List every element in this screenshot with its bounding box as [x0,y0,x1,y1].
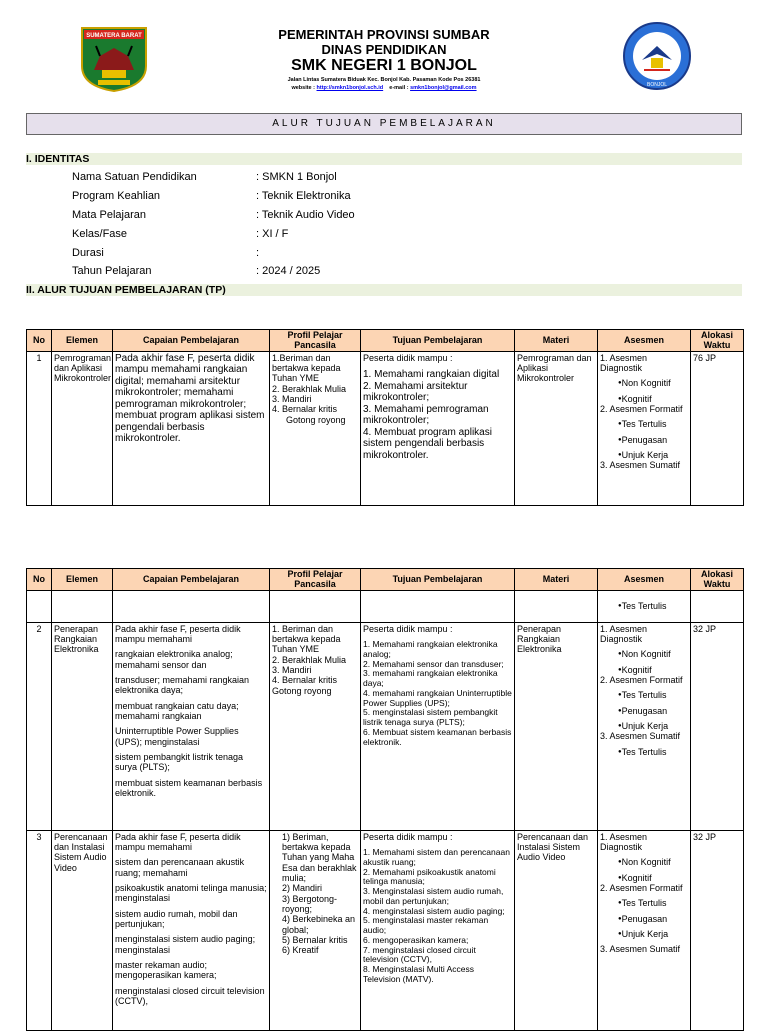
cp-line: menginstalasi sistem audio paging; menginstalasi [115,934,256,955]
profil-item: 3) Bergotong-royong; [282,893,338,915]
svg-text:SUMATERA BARAT: SUMATERA BARAT [86,33,142,39]
tp-item: 3. memahami rangkaian elektronika daya; [363,668,498,689]
asesmen-item: ● Tes Tertulis [600,747,688,757]
profil-item: 6) Kreatif [282,945,319,956]
row-elemen: Penerapan Rangkaian Elektronika [52,622,113,830]
row-materi: Pemrograman dan Aplikasi Mikrokontroler [515,351,598,505]
table-header-row [27,330,744,352]
profil-item: 2) Mandiri [282,883,323,894]
row-tujuan [361,830,515,1030]
profil-item: 1. Beriman dan bertakwa kepada Tuhan YME [272,623,341,655]
row-profil [270,830,361,1030]
profil-item: 5) Bernalar kritis [282,935,348,946]
header-school-name: SMK NEGERI 1 BONJOL [291,57,477,74]
email-label: e-mail : [389,85,409,91]
row-elemen: Perencanaan dan Instalasi Sistem Audio Video [52,830,113,1030]
row-materi: Perencanaan dan Instalasi Sistem Audio Video [515,830,598,1030]
col-tujuan: Tujuan Pembelajaran [361,330,515,352]
tp-item: 2. Memahami psikoakustik anatomi telinga manusia; [363,866,496,887]
asesmen-item: 3. Asesmen Sumatif [600,944,681,955]
cp-line: membuat rangkaian catu daya; memahami rangkaian [115,700,239,722]
identity-label-school: Nama Satuan Pendidikan [72,171,197,183]
identity-value-subject: : Teknik Audio Video [256,209,355,221]
col-tujuan: Tujuan Pembelajaran [361,569,515,591]
row-asesmen [598,622,691,830]
cp-line: menginstalasi closed circuit television (CCTV), [115,985,265,1007]
asesmen-item: ● Non Kognitif [600,649,688,659]
tp-intro: Peserta didik mampu : [363,623,453,634]
tp-item: 4. menginstalasi sistem audio paging; [363,905,505,916]
tp-item: 1. Memahami rangkaian elektronika analog; [363,639,498,659]
asesmen-item: 2. Asesmen Formatif [600,675,683,686]
asesmen-item: 3. Asesmen Sumatif [600,731,681,742]
table-row [27,830,744,1030]
table-row [27,351,744,505]
row-asesmen [598,830,691,1030]
cp-line: Uninterruptible Power Supplies (UPS); menginstalasi [115,726,239,747]
asesmen-item: ● Unjuk Kerja [600,450,688,460]
row-capaian [113,830,270,1030]
tp-item: 5. menginstalasi sistem pembangkit listrik tenaga surya (PLTS); [363,707,498,728]
col-elemen: Elemen [52,330,113,352]
website-link[interactable]: http://smkn1bonjol.sch.id [316,85,384,91]
email-link[interactable]: smkn1bonjol@gmail.com [410,85,477,91]
document-title: ALUR TUJUAN PEMBELAJARAN [26,113,742,135]
provinsi-sumbar-logo [80,26,148,92]
profil-item: 3. Mandiri [272,394,312,405]
profil-item: 1) Beriman, bertakwa kepada Tuhan yang Maha Esa dan berakhlak mulia; [282,831,357,884]
identity-label-subject: Mata Pelajaran [72,209,146,221]
tp-table-1 [26,329,744,506]
profil-item: Gotong royong [272,685,332,696]
col-profil: Profil Pelajar Pancasila [270,330,361,352]
tp-item: 8. Menginstalasi Multi Access Television (MATV). [363,964,475,984]
asesmen-item: 1. Asesmen Diagnostik [600,831,648,853]
tp-item: 4. Membuat program aplikasi sistem pengendali berbasis mikrokontroler. [363,426,492,461]
row-capaian: Pada akhir fase F, peserta didik mampu memahami rangkaian digital; memahami arsitektur mikrokontroler; memahami pemrograman mikrokontroler; membuat program aplikasi sistem pengendali berbasis mikrokontroler. [113,351,270,505]
row-capaian [113,622,270,830]
asesmen-item: ● Non Kognitif [600,378,688,388]
asesmen-item: ● Tes Tertulis [600,601,688,611]
header-address: Jalan Lintas Sumatera Biduak Kec. Bonjol Kab. Pasaman Kode Pos 26381 [287,77,481,83]
asesmen-item: 2. Asesmen Formatif [600,404,683,415]
col-alokasi: Alokasi Waktu [691,330,744,352]
col-no: No [27,569,52,591]
identity-value-class: : XI / F [256,228,289,240]
col-capaian: Capaian Pembelajaran [113,569,270,591]
asesmen-item: ● Unjuk Kerja [600,721,688,731]
identity-value-year: : 2024 / 2025 [256,265,321,277]
profil-item: 3. Mandiri [272,665,312,676]
identity-value-duration: : [256,247,260,259]
row-profil [270,351,361,505]
tp-item: 2. Memahami arsitektur mikrokontroler; [363,380,468,404]
col-materi: Materi [515,569,598,591]
row-alokasi: 32 JP [691,622,744,830]
tp-intro: Peserta didik mampu : [363,831,453,842]
table-row-continued [27,590,744,622]
section-alur-tp: II. ALUR TUJUAN PEMBELAJARAN (TP) [26,284,742,296]
table-row [27,622,744,830]
asesmen-item: ● Unjuk Kerja [600,929,688,939]
cp-line: psikoakustik anatomi telinga manusia; menginstalasi [115,883,267,904]
tp-intro: Peserta didik mampu : [363,352,453,363]
row-tujuan [361,622,515,830]
tp-item: 6. mengoperasikan kamera; [363,934,469,945]
asesmen-item: ● Penugasan [600,706,688,716]
header-line2: DINAS PENDIDIKAN [321,42,447,57]
cp-line: Pada akhir fase F, peserta didik mampu memahami [115,623,241,645]
tp-item: 2. Memahami sensor dan transduser; [363,658,504,669]
row-no: 3 [27,830,52,1030]
asesmen-item: 1. Asesmen Diagnostik [600,623,648,645]
row-materi: Penerapan Rangkaian Elektronika [515,622,598,830]
identity-value-program: : Teknik Elektronika [256,190,351,202]
profil-item: 4. Bernalar kritis [272,404,338,415]
asesmen-item: ● Penugasan [600,435,688,445]
identity-label-program: Program Keahlian [72,190,161,202]
identity-label-class: Kelas/Fase [72,228,128,240]
cp-line: sistem dan perencanaan akustik ruang; memahami [115,857,245,878]
asesmen-item: 3. Asesmen Sumatif [600,460,681,471]
asesmen-item: ● Kognitif [600,873,688,883]
identity-label-year: Tahun Pelajaran [72,265,152,277]
asesmen-item: 2. Asesmen Formatif [600,883,683,894]
section-identitas: I. IDENTITAS [26,153,742,165]
cp-line: sistem pembangkit listrik tenaga surya (PLTS); [115,752,244,773]
profil-item: 4. Bernalar kritis [272,675,338,686]
row-alokasi: 76 JP [691,351,744,505]
tp-item: 3. Memahami pemrograman mikrokontroler; [363,403,489,427]
tp-item: 5. menginstalasi master rekaman audio; [363,915,489,936]
profil-item: 4) Berkebineka an global; [282,914,356,935]
row-no: 2 [27,622,52,830]
row-asesmen [598,351,691,505]
asesmen-item: ● Penugasan [600,914,688,924]
row-elemen: Pemrograman dan Aplikasi Mikrokontroler [52,351,113,505]
cp-line: sistem audio rumah, mobil dan pertunjukan; [115,908,238,930]
col-asesmen: Asesmen [598,330,691,352]
school-emblem-logo [622,20,692,92]
cp-line: master rekaman audio; mengoperasikan kamera; [115,960,217,981]
asesmen-item: ● Kognitif [600,394,688,404]
profil-item: Gotong royong [286,414,346,425]
row-alokasi: 32 JP [691,830,744,1030]
asesmen-item: ● Kognitif [600,665,688,675]
profil-item: 1.Beriman dan bertakwa kepada Tuhan YME [272,352,341,384]
tp-item: 4. memahami rangkaian Uninterruptible Power Supplies (UPS); [363,687,512,708]
header-line1: PEMERINTAH PROVINSI SUMBAR [278,27,490,42]
profil-item: 2. Berakhlak Mulia [272,383,347,394]
cp-line: Pada akhir fase F, peserta didik mampu memahami [115,831,241,853]
asesmen-item: 1. Asesmen Diagnostik [600,352,648,374]
tp-item: 6. Membuat sistem keamanan berbasis elektronik. [363,726,512,747]
profil-item: 2. Berakhlak Mulia [272,654,347,665]
svg-text:BONJOL: BONJOL [646,82,668,88]
asesmen-item: ● Tes Tertulis [600,419,688,429]
website-label: website : [291,85,315,91]
col-capaian: Capaian Pembelajaran [113,330,270,352]
header-contacts [200,86,568,92]
row-no: 1 [27,351,52,505]
cp-line: membuat sistem keamanan berbasis elektronik. [115,777,263,799]
cp-line: transduser; memahami rangkaian elektronika daya; [115,675,250,696]
col-profil: Profil Pelajar Pancasila [270,569,361,591]
asesmen-item: ● Tes Tertulis [600,690,688,700]
asesmen-item: ● Tes Tertulis [600,898,688,908]
col-elemen: Elemen [52,569,113,591]
identity-value-school: : SMKN 1 Bonjol [256,171,337,183]
tp-item: 7. menginstalasi closed circuit television (CCTV), [363,944,476,965]
col-materi: Materi [515,330,598,352]
asesmen-item: ● Non Kognitif [600,857,688,867]
identity-label-duration: Durasi [72,247,104,259]
tp-item: 1. Memahami sistem dan perencanaan akustik ruang; [363,847,510,867]
table-header-row [27,569,744,591]
tp-item: 3. Menginstalasi sistem audio rumah, mobil dan pertunjukan; [363,886,504,906]
tp-item: 1. Memahami rangkaian digital [363,369,500,381]
row-profil [270,622,361,830]
col-alokasi: Alokasi Waktu [691,569,744,591]
col-asesmen: Asesmen [598,569,691,591]
cp-line: rangkaian elektronika analog; memahami sensor dan [115,649,233,670]
col-no: No [27,330,52,352]
row-tujuan [361,351,515,505]
tp-table-2 [26,568,744,1031]
